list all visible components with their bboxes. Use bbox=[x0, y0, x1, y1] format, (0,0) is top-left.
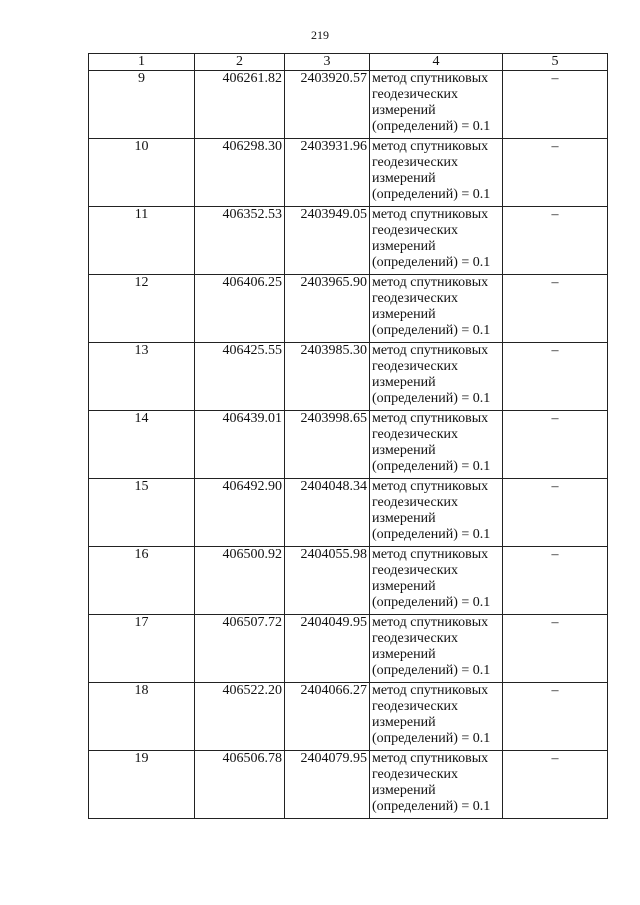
method-description bbox=[370, 683, 503, 751]
header-col-2: 2 bbox=[195, 54, 285, 71]
method-line-1: метод спутниковых bbox=[372, 275, 489, 290]
method-line-1: метод спутниковых bbox=[372, 139, 489, 154]
coordinate-x: 406500.92 bbox=[195, 547, 285, 615]
method-description bbox=[370, 479, 503, 547]
note: – bbox=[503, 683, 608, 751]
method-line-1: метод спутниковых bbox=[372, 71, 489, 86]
point-number: 18 bbox=[89, 683, 195, 751]
method-line-3: измерений bbox=[372, 239, 436, 254]
method-line-4: (определений) = 0.1 bbox=[372, 527, 491, 542]
method-description bbox=[370, 71, 503, 139]
coordinate-x: 406506.78 bbox=[195, 751, 285, 819]
coordinate-x: 406439.01 bbox=[195, 411, 285, 479]
table-row bbox=[89, 547, 608, 615]
header-col-4: 4 bbox=[370, 54, 503, 71]
method-line-2: геодезических bbox=[372, 223, 459, 238]
method-description bbox=[370, 751, 503, 819]
method-line-2: геодезических bbox=[372, 495, 459, 510]
coordinate-y: 2403998.65 bbox=[285, 411, 370, 479]
method-line-4: (определений) = 0.1 bbox=[372, 799, 491, 814]
point-number: 9 bbox=[89, 71, 195, 139]
table-row bbox=[89, 615, 608, 683]
point-number: 14 bbox=[89, 411, 195, 479]
method-line-4: (определений) = 0.1 bbox=[372, 663, 491, 678]
method-line-3: измерений bbox=[372, 375, 436, 390]
method-line-4: (определений) = 0.1 bbox=[372, 595, 491, 610]
table-body bbox=[89, 71, 608, 819]
method-line-4: (определений) = 0.1 bbox=[372, 391, 491, 406]
coordinate-y: 2403931.96 bbox=[285, 139, 370, 207]
method-line-1: метод спутниковых bbox=[372, 479, 489, 494]
method-line-1: метод спутниковых bbox=[372, 615, 489, 630]
method-line-1: метод спутниковых bbox=[372, 683, 489, 698]
method-line-3: измерений bbox=[372, 443, 436, 458]
method-line-1: метод спутниковых bbox=[372, 343, 489, 358]
note: – bbox=[503, 71, 608, 139]
method-description bbox=[370, 207, 503, 275]
coordinate-x: 406352.53 bbox=[195, 207, 285, 275]
note: – bbox=[503, 751, 608, 819]
point-number: 15 bbox=[89, 479, 195, 547]
coordinate-y: 2403920.57 bbox=[285, 71, 370, 139]
note: – bbox=[503, 343, 608, 411]
note: – bbox=[503, 547, 608, 615]
method-line-2: геодезических bbox=[372, 563, 459, 578]
coordinate-y: 2403949.05 bbox=[285, 207, 370, 275]
header-row bbox=[89, 54, 608, 71]
method-description bbox=[370, 547, 503, 615]
table-row bbox=[89, 479, 608, 547]
table-row bbox=[89, 343, 608, 411]
point-number: 11 bbox=[89, 207, 195, 275]
table-row bbox=[89, 275, 608, 343]
coordinate-x: 406261.82 bbox=[195, 71, 285, 139]
coordinate-y: 2403965.90 bbox=[285, 275, 370, 343]
note: – bbox=[503, 275, 608, 343]
method-description bbox=[370, 343, 503, 411]
coordinate-x: 406406.25 bbox=[195, 275, 285, 343]
coordinate-y: 2404079.95 bbox=[285, 751, 370, 819]
method-line-2: геодезических bbox=[372, 767, 459, 782]
method-line-3: измерений bbox=[372, 579, 436, 594]
page-number: 219 bbox=[311, 28, 329, 42]
method-description bbox=[370, 411, 503, 479]
note: – bbox=[503, 479, 608, 547]
coordinate-y: 2403985.30 bbox=[285, 343, 370, 411]
method-line-1: метод спутниковых bbox=[372, 751, 489, 766]
table-row bbox=[89, 751, 608, 819]
point-number: 17 bbox=[89, 615, 195, 683]
coordinate-x: 406298.30 bbox=[195, 139, 285, 207]
coordinate-x: 406492.90 bbox=[195, 479, 285, 547]
method-description bbox=[370, 615, 503, 683]
method-line-2: геодезических bbox=[372, 631, 459, 646]
point-number: 16 bbox=[89, 547, 195, 615]
method-line-2: геодезических bbox=[372, 291, 459, 306]
method-line-4: (определений) = 0.1 bbox=[372, 187, 491, 202]
method-line-3: измерений bbox=[372, 783, 436, 798]
coordinate-x: 406507.72 bbox=[195, 615, 285, 683]
method-line-1: метод спутниковых bbox=[372, 411, 489, 426]
method-line-3: измерений bbox=[372, 647, 436, 662]
coordinate-y: 2404066.27 bbox=[285, 683, 370, 751]
coordinate-x: 406425.55 bbox=[195, 343, 285, 411]
method-line-3: измерений bbox=[372, 307, 436, 322]
point-number: 12 bbox=[89, 275, 195, 343]
table-row bbox=[89, 139, 608, 207]
method-line-2: геодезических bbox=[372, 427, 459, 442]
note: – bbox=[503, 615, 608, 683]
point-number: 13 bbox=[89, 343, 195, 411]
table-row bbox=[89, 683, 608, 751]
table-row bbox=[89, 207, 608, 275]
method-description bbox=[370, 139, 503, 207]
note: – bbox=[503, 411, 608, 479]
table-header bbox=[89, 54, 608, 71]
method-line-3: измерений bbox=[372, 171, 436, 186]
header-col-3: 3 bbox=[285, 54, 370, 71]
table-row bbox=[89, 71, 608, 139]
method-line-2: геодезических bbox=[372, 87, 459, 102]
table-row bbox=[89, 411, 608, 479]
coordinate-y: 2404055.98 bbox=[285, 547, 370, 615]
method-line-3: измерений bbox=[372, 103, 436, 118]
coordinate-y: 2404048.34 bbox=[285, 479, 370, 547]
header-col-5: 5 bbox=[503, 54, 608, 71]
method-line-2: геодезических bbox=[372, 359, 459, 374]
method-line-4: (определений) = 0.1 bbox=[372, 119, 491, 134]
note: – bbox=[503, 139, 608, 207]
method-line-4: (определений) = 0.1 bbox=[372, 459, 491, 474]
header-col-1: 1 bbox=[89, 54, 195, 71]
coordinate-x: 406522.20 bbox=[195, 683, 285, 751]
method-line-4: (определений) = 0.1 bbox=[372, 731, 491, 746]
point-number: 19 bbox=[89, 751, 195, 819]
method-line-3: измерений bbox=[372, 715, 436, 730]
method-line-1: метод спутниковых bbox=[372, 547, 489, 562]
method-line-2: геодезических bbox=[372, 699, 459, 714]
method-line-2: геодезических bbox=[372, 155, 459, 170]
method-description bbox=[370, 275, 503, 343]
coordinates-table bbox=[88, 53, 608, 819]
note: – bbox=[503, 207, 608, 275]
method-line-4: (определений) = 0.1 bbox=[372, 323, 491, 338]
coordinate-y: 2404049.95 bbox=[285, 615, 370, 683]
point-number: 10 bbox=[89, 139, 195, 207]
method-line-4: (определений) = 0.1 bbox=[372, 255, 491, 270]
method-line-1: метод спутниковых bbox=[372, 207, 489, 222]
method-line-3: измерений bbox=[372, 511, 436, 526]
